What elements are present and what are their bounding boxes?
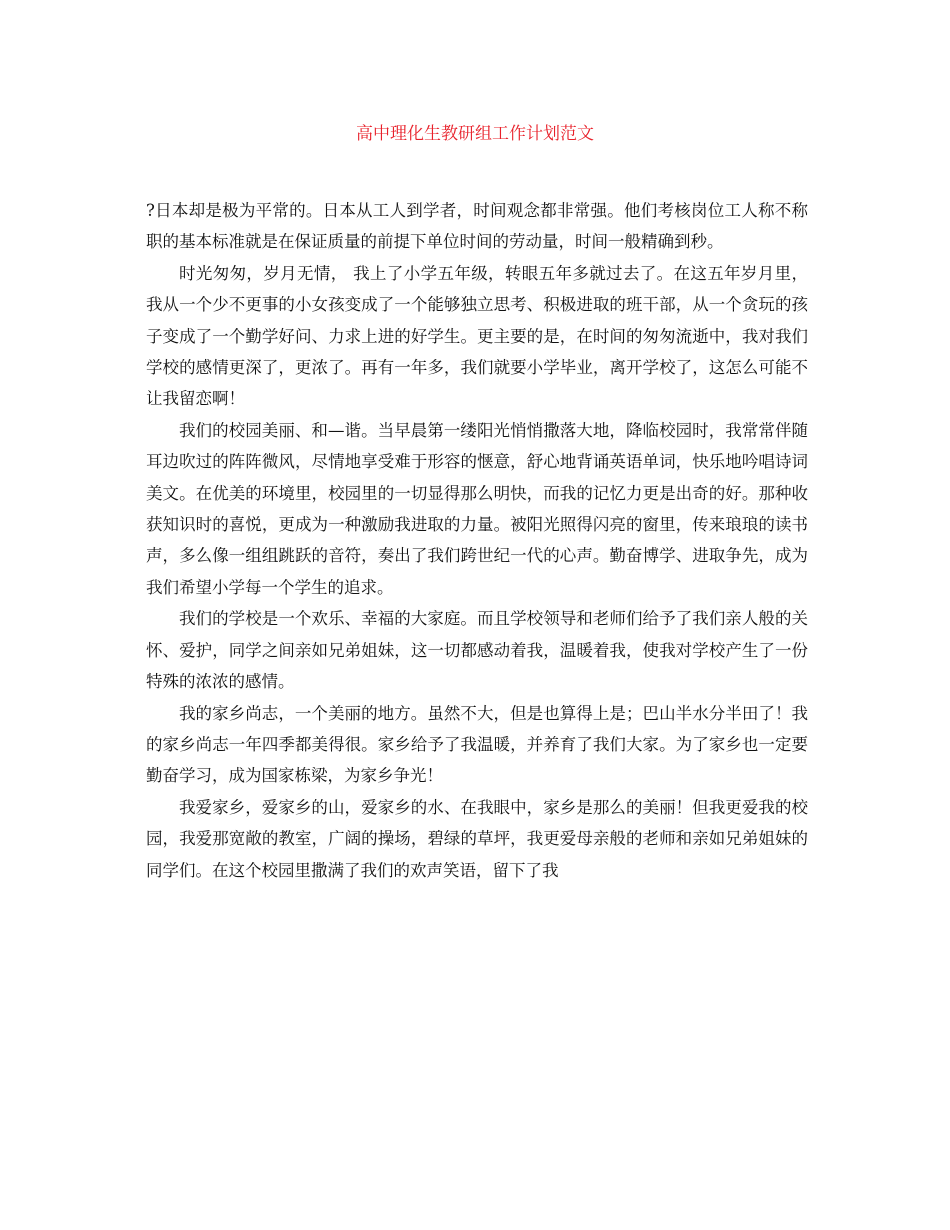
document-title: 高中理化生教研组工作计划范文: [356, 124, 594, 144]
paragraph-6: 我爱家乡，爱家乡的山，爱家乡的水、在我眼中，家乡是那么的美丽！但我更爱我的校园，我爱那宽敞的教室，广阔的操场，碧绿的草坪，我更爱母亲般的老师和亲如兄弟姐妹的同学们。在这个校园里撒满了我们的欢声笑语，留下了我: [146, 797, 808, 880]
paragraph-4: 我们的学校是一个欢乐、幸福的大家庭。而且学校领导和老师们给予了我们亲人般的关怀、爱护，同学之间亲如兄弟姐妹，这一切都感动着我，温暖着我，使我对学校产生了一份特殊的浓浓的感情。: [146, 609, 808, 692]
paragraph-2: 时光匆匆，岁月无情， 我上了小学五年级，转眼五年多就过去了。在这五年岁月里，我从一个少不更事的小女孩变成了一个能够独立思考、积极进取的班干部，从一个贪玩的孩子变成了一个勤学好问、力求上进的好学生。更主要的是，在时间的匆匆流逝中，我对我们学校的感情更深了，更浓了。再有一年多，我们就要小学毕业，离开学校了，这怎么可能不让我留恋啊！: [146, 263, 808, 409]
document-body: [146, 195, 808, 886]
paragraph-5: 我的家乡尚志，一个美丽的地方。虽然不大，但是也算得上是；巴山半水分半田了！我的家乡尚志一年四季都美得很。家乡给予了我温暖，并养育了我们大家。为了家乡也一定要勤奋学习，成为国家栋梁，为家乡争光！: [146, 703, 808, 786]
paragraph-3: 我们的校园美丽、和—谐。当早晨第一缕阳光悄悄撒落大地，降临校园时，我常常伴随耳边吹过的阵阵微风，尽情地享受难于形容的惬意，舒心地背诵英语单词，快乐地吟唱诗词美文。在优美的环境里，校园里的一切显得那么明快，而我的记忆力更是出奇的好。那种收获知识时的喜悦，更成为一种激励我进取的力量。被阳光照得闪亮的窗里，传来琅琅的读书声，多么像一组组跳跃的音符，奏出了我们跨世纪一代的心声。勤奋博学、进取争先，成为我们希望小学每一个学生的追求。: [146, 420, 808, 597]
paragraph-1: ?日本却是极为平常的。日本从工人到学者，时间观念都非常强。他们考核岗位工人称不称职的基本标准就是在保证质量的前提下单位时间的劳动量，时间一般精确到秒。: [146, 201, 808, 252]
